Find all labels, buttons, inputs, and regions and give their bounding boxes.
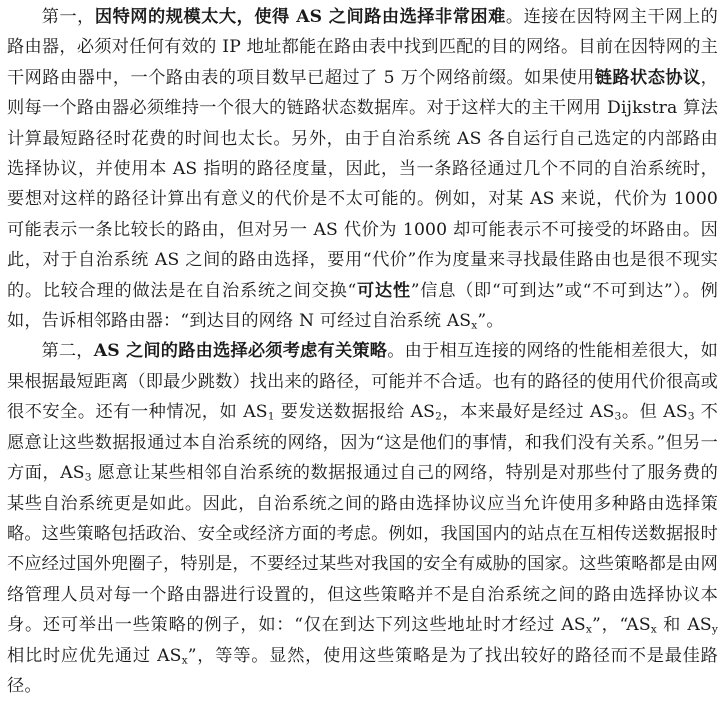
subscript-text: x xyxy=(471,318,478,332)
bold-text-run: 可达性 xyxy=(356,280,411,301)
text-run: 愿意让某些相邻自治系统的数据报通过自己的网络，特别是对那些付了服务费的某些自治系统更是如此。因此，自治系统之间的路由选择协议应当允许使用多种路由选择策略。这些策略包括政治、安全或经济方面的考虑。例如，我国国内的站点在互相传送数据报时不应经过国外兜圈子，特别是，不要经过某些对我国的安全有威胁的国家。这些策略都是由网络管理人员对每一个路由器进行设置的，但这些策略并不是自治系统之间的路由选择协议本身。还可举出一些策略的例子，如：“仅在到达下列这些地址时才经过 AS xyxy=(7,463,719,636)
subscript-text: y xyxy=(711,622,718,636)
text-run: 。但 AS xyxy=(621,402,688,423)
subscript-text: 3 xyxy=(84,470,92,484)
text-run: 第一， xyxy=(41,7,95,27)
paragraph-first xyxy=(7,2,718,336)
subscript-text: 1 xyxy=(267,409,275,423)
text-run: 第二， xyxy=(41,341,94,362)
subscript-text: 3 xyxy=(614,409,622,423)
bold-text-run: 链路状态协议 xyxy=(594,67,701,88)
text-run: 不愿意让这些数据报通过本自治系统的网络，因为“这是他们的事情，和我们没有关系。”但另一方面，AS xyxy=(7,402,719,484)
text-run: 要发送数据报给 AS xyxy=(274,402,436,423)
text-run: 。由于相互连接的网络的性能相差很大，如果根据最短距离（即最少跳数）找出来的路径，可能并不合适。也有的路径的使用代价很高或很不安全。还有一种情况，如 AS xyxy=(7,341,719,423)
subscript-text: x xyxy=(585,622,593,636)
text-run: ”。 xyxy=(477,311,504,332)
text-run: ，则每一个路由器必须维持一个很大的链路状态数据库。对于这样大的主干网用 Dijkstra 算法计算最短路径时花费的时间也太长。另外，由于自治系统 AS 各自运行自己选定的内部路由选择协议，并使用本 AS 指明的路径度量，因此，当一条路径通过几个不同的自治系统时，要想对这样的路径计算出有意义的代价是不太可能的。例如，对某 AS 来说，代价为 1000 可能表示一条比较长的路由，但对另一 AS 代价为 1000 却可能表示不可接受的坏路由。因此，对于自治系统 AS 之间的路由选择，要用“代价”作为度量来寻找最佳路由也是很不现实的。比较合理的做法是在自治系统之间交换“ xyxy=(7,67,718,301)
subscript-text: 3 xyxy=(687,409,695,423)
text-run: 。连接在因特网主干网上的路由器，必须对任何有效的 IP 地址都能在路由表中找到匹配的目的网络。目前在因特网的主干网路由器中，一个路由表的项目数早已超过了 5 万个网络前缀。如果使用 xyxy=(7,7,718,88)
text-run: 相比时应优先通过 AS xyxy=(7,645,182,666)
text-run: ”信息（即“可到达”或“不可到达”）。例如，告诉相邻路由器：“到达目的网络 N 可经过自治系统 AS xyxy=(7,280,718,332)
subscript-text: 2 xyxy=(435,409,443,423)
text-run: ，本来最好是经过 AS xyxy=(442,402,615,423)
subscript-text: x xyxy=(181,653,188,667)
subscript-text: x xyxy=(650,622,657,636)
paragraph-second xyxy=(7,336,718,701)
text-run: ”，等等。显然，使用这些策略是为了找出较好的路径而不是最佳路径。 xyxy=(7,645,718,696)
text-run: 和 AS xyxy=(656,615,712,636)
bold-text-run: 因特网的规模太大，使得 AS 之间路由选择非常困难 xyxy=(94,7,506,27)
bold-text-run: AS 之间的路由选择必须考虑有关策略 xyxy=(93,341,388,362)
text-run: ”，“AS xyxy=(592,615,651,636)
